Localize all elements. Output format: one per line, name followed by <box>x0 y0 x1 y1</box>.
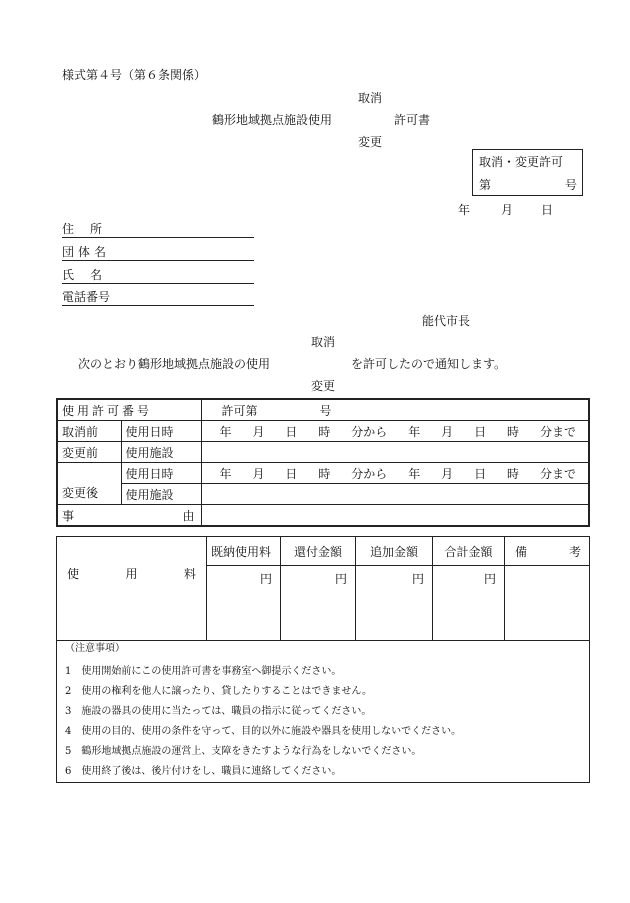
fee-column-header: 追加金額 <box>356 537 433 566</box>
notes-section <box>56 635 590 783</box>
notice-cancel-option: 取消 <box>311 335 336 349</box>
table-row <box>57 505 589 527</box>
datetime-units: 年 月 日 時 分から 年 月 日 時 分まで <box>219 466 576 481</box>
date-year: 年 <box>458 203 471 217</box>
permit-detail-table <box>56 398 590 527</box>
after-change-label: 変更後 <box>57 463 121 505</box>
remarks-cell[interactable] <box>505 566 590 641</box>
permit-box-label: 取消・変更許可 <box>479 155 564 169</box>
after-datetime-cell[interactable] <box>201 463 589 484</box>
permit-box-go: 号 <box>565 178 578 192</box>
reason-label: 事 由 <box>57 505 201 527</box>
fee-table <box>56 536 590 641</box>
form-number: 様式第４号（第６条関係） <box>62 68 207 82</box>
notice-tail: を許可したので通知します。 <box>351 357 507 371</box>
date-month: 月 <box>501 203 514 217</box>
title-cancel-option: 取消 <box>358 91 383 105</box>
note-item: 4 使用の目的、使用の条件を守って、目的以外に施設や器具を使用しないでください。 <box>65 726 462 737</box>
permit-no-label: 使用許可番号 <box>57 399 201 421</box>
notice-change-option: 変更 <box>311 379 336 393</box>
phone-line[interactable] <box>62 305 254 306</box>
note-item: 3 施設の器具の使用に当たっては、職員の指示に従ってください。 <box>65 706 372 717</box>
table-row <box>57 421 589 442</box>
fee-column-header: 備 考 <box>505 537 590 566</box>
permit-number-box <box>472 149 583 196</box>
additional-fee-cell[interactable]: 円 <box>356 566 433 641</box>
use-facility-label: 使用施設 <box>121 484 201 505</box>
notice-lead: 次のとおり鶴形地域拠点施設の使用 <box>78 357 271 371</box>
title-main: 鶴形地域拠点施設使用 <box>212 113 333 127</box>
permit-no-cell[interactable] <box>201 399 589 421</box>
note-item: 5 鶴形地域拠点施設の運営上、支障をきたすような行為をしないでください。 <box>65 746 422 757</box>
after-facility-cell[interactable] <box>201 484 589 505</box>
fee-column-header: 合計金額 <box>433 537 505 566</box>
table-row <box>57 399 589 421</box>
notes-title: （注意事項） <box>65 643 125 654</box>
reason-cell[interactable] <box>201 505 589 527</box>
paid-fee-cell[interactable]: 円 <box>207 566 281 641</box>
table-row <box>57 442 589 463</box>
address-line[interactable] <box>62 237 254 238</box>
note-item: 2 使用の権利を他人に譲ったり、貸したりすることはできません。 <box>65 686 372 697</box>
before-change-label: 変更前 <box>57 442 121 463</box>
group-name-line[interactable] <box>62 260 254 261</box>
name-line[interactable] <box>62 283 254 284</box>
before-facility-cell[interactable] <box>201 442 589 463</box>
note-item: 1 使用開始前にこの使用許可書を事務室へ御提示ください。 <box>65 666 342 677</box>
date-day: 日 <box>541 203 554 217</box>
address-label: 住 所 <box>62 222 105 236</box>
fee-column-header: 還付金額 <box>281 537 356 566</box>
before-datetime-cell[interactable] <box>201 421 589 442</box>
total-fee-cell[interactable]: 円 <box>433 566 505 641</box>
before-cancel-label: 取消前 <box>57 421 121 442</box>
refund-cell[interactable]: 円 <box>281 566 356 641</box>
fee-column-header: 既納使用料 <box>207 537 281 566</box>
permit-no-prefix: 許可第 <box>221 403 258 418</box>
permit-no-suffix: 号 <box>319 403 332 418</box>
use-datetime-label: 使用日時 <box>121 463 201 484</box>
title-suffix: 許可書 <box>394 113 431 127</box>
group-name-label: 団体名 <box>62 245 111 259</box>
permit-box-dai: 第 <box>479 178 492 192</box>
datetime-units: 年 月 日 時 分から 年 月 日 時 分まで <box>219 424 576 439</box>
name-label: 氏 名 <box>62 268 105 282</box>
table-row <box>57 537 590 566</box>
phone-label: 電話番号 <box>62 290 111 304</box>
table-row <box>57 484 589 505</box>
table-row <box>57 463 589 484</box>
use-facility-label: 使用施設 <box>121 442 201 463</box>
issuer-name: 能代市長 <box>422 314 471 328</box>
title-change-option: 変更 <box>358 135 383 149</box>
note-item: 6 使用終了後は、後片付けをし、職員に連絡してください。 <box>65 766 342 777</box>
fee-label: 使 用 料 <box>57 537 207 641</box>
use-datetime-label: 使用日時 <box>121 421 201 442</box>
